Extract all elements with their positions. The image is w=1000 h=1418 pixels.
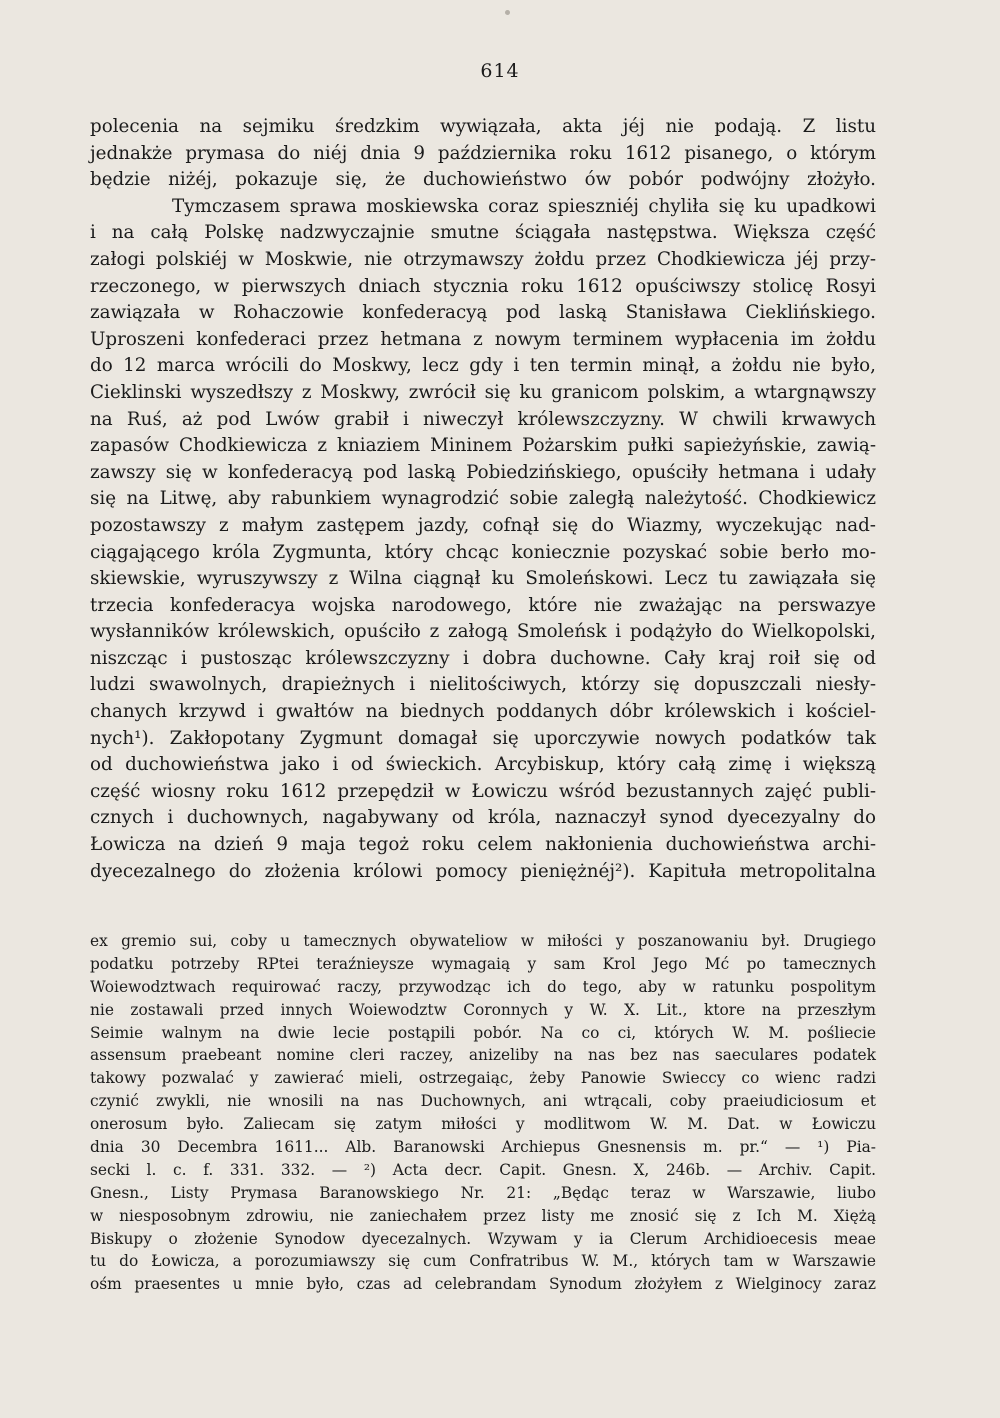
footnote-line: ośm praesentes u mnie było, czas ad celebrandam Synodum złożyłem z Wielginocy zaraz <box>90 1275 876 1294</box>
text-line: zapasów Chodkiewicza z kniaziem Mininem Pożarskim pułki sapieżyńskie, zawią- <box>90 435 876 457</box>
text-line: ciągającego króla Zygmunta, który chcąc koniecznie pozyskać sobie berło mo- <box>90 541 876 563</box>
ink-spot <box>505 10 510 15</box>
footnote-line: podatku potrzeby RPtei teraźnieysze wymagaią y sam Krol Jego Mć po tamecznych <box>90 954 876 973</box>
text-line: się na Litwę, aby rabunkiem wynagrodzić sobie zaległą należytość. Chodkiewicz <box>90 488 876 510</box>
footnote-line: takowy pozwalać y zawierać mieli, ostrzegaiąc, żeby Panowie Swieccy co wienc radzi <box>90 1069 876 1088</box>
footnotes <box>90 930 876 1296</box>
footnote-line: nie zostawali przed innych Woiewodztw Coronnych y W. X. Lit., ktore na przeszłym <box>90 1000 876 1019</box>
text-line: cznych i duchownych, nagabywany od króla, naznaczył synod dyecezyalny do <box>90 807 876 829</box>
main-text <box>90 114 876 885</box>
text-line: polecenia na sejmiku średzkim wywiązała, akta jéj nie podają. Z listu <box>90 116 876 137</box>
text-line: trzecia konfederacya wojska narodowego, które nie zważając na perswazye <box>90 594 876 616</box>
text-line: Uproszeni konfederaci przez hetmana z nowym terminem wypłacenia im żołdu <box>90 328 876 350</box>
text-line: Tymczasem sprawa moskiewska coraz spieszniéj chyliła się ku upadkowi <box>172 195 876 217</box>
text-line: i na całą Polskę nadzwyczajnie smutne ściągała następstwa. Większa część <box>90 222 876 244</box>
footnote-line: Seimie walnym na dwie lecie postąpili pobór. Na co ci, których W. M. pośliecie <box>90 1023 876 1042</box>
text-line: Łowicza na dzień 9 maja tegoż roku celem nakłonienia duchowieństwa archi- <box>90 834 876 856</box>
text-line: zawiązała w Rohaczowie konfederacyą pod laską Stanisława Cieklińskiego. <box>90 302 876 324</box>
footnote-line: Biskupy o złożenie Synodow dyecezalnych. Wzywam y ia Clerum Archidioecesis meae <box>90 1229 876 1248</box>
text-line: nych¹). Zakłopotany Zygmunt domagał się uporczywie nowych podatków tak <box>90 727 876 749</box>
footnote-line: Woiewodztwach requirować raczy, przywodząc ich do tego, aby w ratunku pospolitym <box>90 977 876 996</box>
text-line: zawszy się w konfederacyą pod laską Pobiedzińskiego, opuściły hetmana i udały <box>90 461 876 483</box>
footnote-line: Gnesn., Listy Prymasa Baranowskiego Nr. 21: „Będąc teraz w Warszawie, liubo <box>90 1183 876 1202</box>
text-line: pozostawszy z małym zastępem jazdy, cofnął się do Wiazmy, wyczekując nad- <box>90 514 876 536</box>
text-line: na Ruś, aż pod Lwów grabił i niweczył królewszczyzny. W chwili krwawych <box>90 408 876 430</box>
footnote-line: dnia 30 Decembra 1611... Alb. Baranowski Archiepus Gnesnensis m. pr.“ — ¹) Pia- <box>90 1138 876 1157</box>
text-line: ludzi swawolnych, drapieżnych i nielitościwych, którzy się dopuszczali niesły- <box>90 674 876 696</box>
footnote-line: w niesposobnym zdrowiu, nie zaniechałem przez listy me znosić się z Ich M. Xiężą <box>90 1206 876 1225</box>
text-line: część wiosny roku 1612 przepędził w Łowiczu wśród bezustannych zajęć publi- <box>90 780 876 802</box>
footnote-line: czynić zwykli, nie wnosili na nas Duchownych, ani wtrącali, coby praeiudiciosum et <box>90 1092 876 1111</box>
text-line: niszcząc i pustosząc królewszczyzny i dobra duchowne. Cały kraj roił się od <box>90 647 876 669</box>
text-line: rzeczonego, w pierwszych dniach stycznia roku 1612 opuściwszy stolicę Rosyi <box>90 275 876 297</box>
text-line: od duchowieństwa jako i od świeckich. Arcybiskup, który całą zimę i większą <box>90 754 876 776</box>
footnote-line: onerosum było. Zaliecam się zatym miłości y modlitwom W. M. Dat. w Łowiczu <box>90 1115 876 1134</box>
text-line: skiewskie, wyruszywszy z Wilna ciągnął ku Smoleńskowi. Lecz tu zawiązała się <box>90 568 876 590</box>
text-line: dyecezalnego do złożenia królowi pomocy pieniężnéj²). Kapituła metropolitalna <box>90 860 876 882</box>
page-number: 614 <box>480 60 520 82</box>
footnote-line: ex gremio sui, coby u tamecznych obywateliow w miłości y poszanowaniu był. Drugiego <box>90 932 876 950</box>
text-line: będzie niżéj, pokazuje się, że duchowieństwo ów pobór podwójny złożyło. <box>90 169 876 191</box>
text-line: wysłanników królewskich, opuściło z załogą Smoleńsk i podążyło do Wielkopolski, <box>90 621 876 643</box>
text-line: do 12 marca wrócili do Moskwy, lecz gdy i ten termin minął, a żołdu nie było, <box>90 355 876 377</box>
footnote-line: tu do Łowicza, a porozumiawszy się cum Confratribus W. M., których tam w Warszawie <box>90 1252 876 1271</box>
text-line: Cieklinski wyszedłszy z Moskwy, zwrócił się ku granicom polskim, a wtargnąwszy <box>90 381 876 403</box>
footnote-line: secki l. c. f. 331. 332. — ²) Acta decr. Capit. Gnesn. X, 246b. — Archiv. Capit. <box>90 1160 876 1179</box>
footnote-line: assensum praebeant nomine cleri raczey, anizeliby na nas bez nas saeculares podatek <box>90 1046 876 1065</box>
text-line: chanych krzywd i gwałtów na biednych poddanych dóbr królewskich i kościel- <box>90 701 876 723</box>
text-line: jednakże prymasa do niéj dnia 9 października roku 1612 pisanego, o którym <box>90 142 876 164</box>
text-line: załogi polskiéj w Moskwie, nie otrzymawszy żołdu przez Chodkiewicza jéj przy- <box>90 248 876 270</box>
